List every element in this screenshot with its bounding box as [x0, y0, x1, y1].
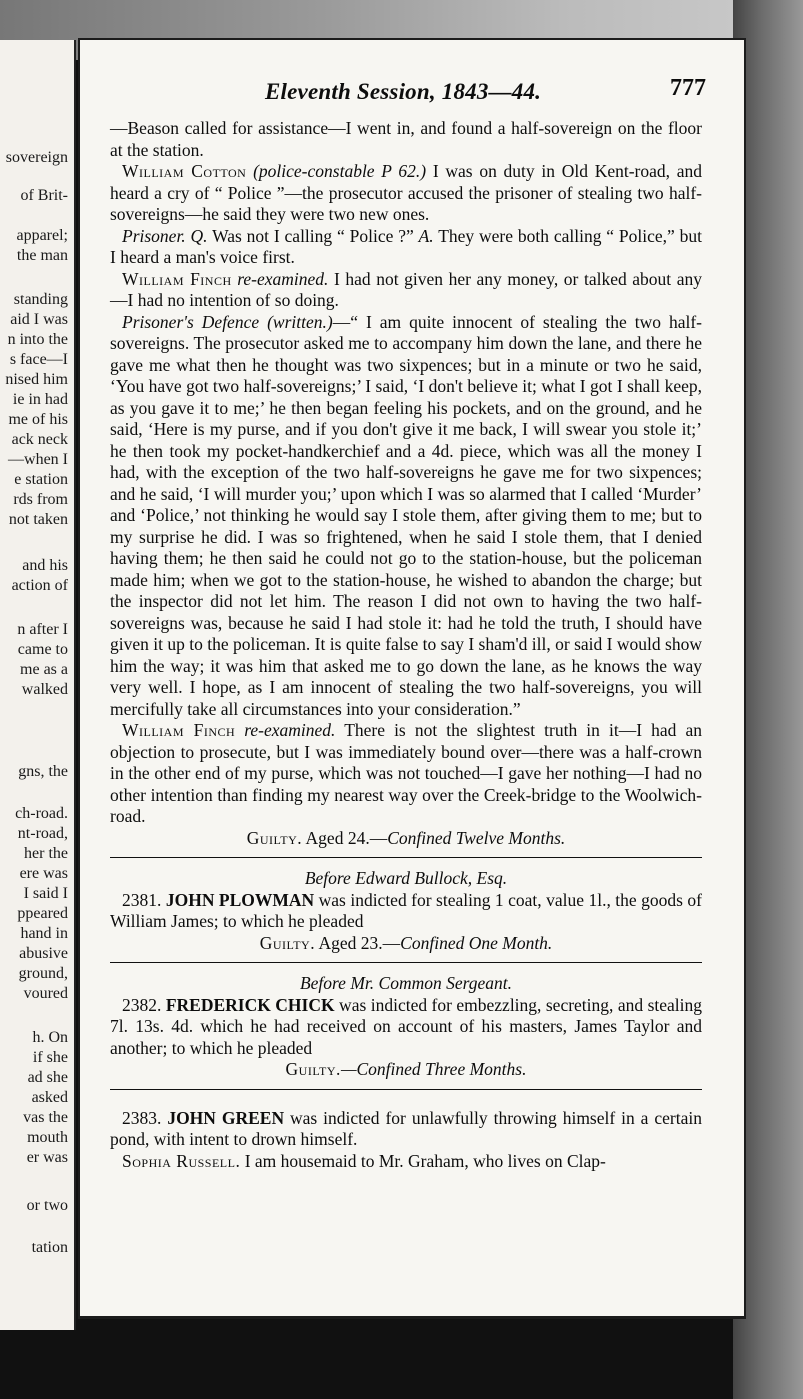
left-page-text-fragment: if she: [32, 1049, 68, 1066]
left-page-text-fragment: aid I was: [10, 311, 68, 328]
question-marker: Q.: [185, 225, 208, 246]
case-2381: [110, 890, 702, 933]
left-page-text-fragment: nt-road,: [17, 825, 68, 842]
left-page-text-fragment: and his: [22, 557, 68, 574]
left-page-text-fragment: me as a: [20, 661, 68, 678]
left-page-text-fragment: sovereign: [5, 149, 68, 166]
question-text: Was not I calling “ Police ?”: [207, 225, 419, 246]
case-number: 2383.: [122, 1107, 168, 1128]
page-body: [110, 118, 702, 1172]
paragraph-finch-reexam-2: [110, 720, 702, 828]
left-page-text-fragment: tation: [31, 1239, 68, 1256]
court-heading-common-sergeant: Before Mr. Common Sergeant.: [299, 973, 513, 993]
defence-text: —“ I am quite innocent of stealing the two half-sovereigns. The prosecutor asked me to accompany him down the lane, and there he gave me what then he thought was two sixpences; but in a minute or two he said, ‘You have got two half-sovereigns;’ I said, ‘I don't believe it; what I got I shall keep, as you gave it to me;’ he then began feeling his pockets, and on the ground, and he said, ‘Here is my purse, and if you don't give it me back, I will swear you stole it;’ he then took my pocket-handkerchief and a 4d. piece, which was all the money I had, with the exception of the two half-sovereigns he gave me for two sixpences; and he said, ‘I will murder you;’ upon which I was so alarmed that I called ‘Murder’ and ‘Police,’ not thinking he would say I stole them, after giving them to me; but to my surprise he did. I was so frightened, when he said I stole them, that I denied having them; he then said he could not go to the station-house, but the policeman made him; when we got to the station-house, he wished to abandon the charge; but the inspector did not let him. The reason I did not own to having the two half-sovereigns was, because he said I had stole it: had he told the truth, I should have given it up to the policeman. It is quite false to say I sham'd ill, or said I would show him the way; it was him that asked me to go down the lane, as he knows the way very well. I hope, as I am innocent of stealing the two half-sovereigns, you will mercifully take all circumstances into your consideration.”: [110, 311, 702, 719]
answer-text: They were both calling “ Police,” but I heard a man's voice first.: [110, 225, 703, 267]
left-page-text-fragment: the man: [16, 247, 68, 264]
verdict-2382: [110, 1059, 702, 1081]
verdict-age: Aged 23.—: [315, 932, 401, 953]
left-page-text-fragment: ppeared: [17, 905, 68, 922]
paragraph-beason: —Beason called for assistance—I went in, and found a half-sovereign on the floor at the station.: [110, 118, 702, 160]
case-number: 2382.: [122, 994, 166, 1015]
left-page-text-fragment: me of his: [8, 411, 68, 428]
verdict-age: Aged 24.—: [302, 827, 388, 848]
left-page-text-fragment: or two: [26, 1197, 68, 1214]
left-page-text-fragment: mouth: [27, 1129, 68, 1146]
section-divider: [110, 857, 702, 858]
left-page-text-fragment: ch-road.: [15, 805, 68, 822]
left-page-text-fragment: gns, the: [18, 763, 68, 780]
left-page-text-fragment: ground,: [18, 965, 68, 982]
verdict-2381: [110, 933, 702, 955]
witness-name: William Finch: [122, 720, 236, 740]
witness-name: Sophia Russell.: [122, 1150, 241, 1171]
left-page-text-fragment: rds from: [13, 491, 68, 508]
case-number: 2381.: [122, 889, 166, 910]
left-page-text-fragment: abusive: [19, 945, 68, 962]
left-page-text-fragment: apparel;: [16, 227, 68, 244]
paragraph-defence: [110, 312, 702, 721]
left-page-text-fragment: ad she: [27, 1069, 68, 1086]
verdict-guilty: Guilty.: [259, 932, 316, 953]
verdict-guilty: Guilty.: [285, 1059, 341, 1079]
left-page-text-fragment: vas the: [23, 1109, 68, 1126]
left-page-text-fragment: nised him: [5, 371, 68, 388]
case-2382: [110, 995, 702, 1060]
left-page-text-fragment: voured: [23, 985, 68, 1002]
verdict-sentence: Confined One Month.: [400, 932, 553, 953]
case-2383: [110, 1108, 702, 1151]
section-divider: [110, 1089, 702, 1090]
paragraph-prisoner-question: [110, 226, 702, 269]
left-page-text-fragment: —when I: [8, 451, 68, 468]
defence-label: Prisoner's Defence (written.): [122, 311, 333, 332]
left-page-fragment: [0, 40, 76, 1330]
verdict-2380: [110, 828, 702, 850]
testimony-text: I had not given her any money, or talked about any—I had no intention of so doing.: [110, 268, 703, 310]
left-page-text-fragment: asked: [31, 1089, 68, 1106]
left-page-text-fragment: ie in had: [12, 391, 68, 408]
verdict-guilty: Guilty.: [246, 827, 303, 848]
left-page-text-fragment: s face—I: [9, 351, 68, 368]
testimony-text: There is not the slightest truth in it—I had an objection to prosecute, but I was immediately bound over—there was a half-crown in the other end of my purse, which was not touched—I gave her nothing—I had no other intention than finding my nearest way over the Creek-bridge to the Woolwich-road.: [110, 720, 702, 826]
verdict-sentence: —Confined Three Months.: [340, 1059, 527, 1079]
left-page-text-fragment: n into the: [7, 331, 68, 348]
paragraph-cotton: [110, 161, 702, 226]
court-heading-bullock: Before Edward Bullock, Esq.: [304, 868, 508, 888]
left-page-text-fragment: h. On: [32, 1029, 68, 1046]
left-page-text-fragment: action of: [11, 577, 68, 594]
left-page-text-fragment: n after I: [17, 621, 68, 638]
defendant-name: JOHN PLOWMAN: [165, 889, 315, 910]
left-page-text-fragment: came to: [17, 641, 68, 658]
answer-marker: A.: [418, 225, 434, 246]
left-page-text-fragment: walked: [21, 681, 68, 698]
left-page-text-fragment: er was: [26, 1149, 68, 1166]
witness-name: William Cotton: [122, 161, 247, 181]
paragraph-finch-reexam-1: [110, 269, 702, 312]
paragraph-russell: [110, 1151, 702, 1173]
page-number: 777: [670, 75, 706, 101]
testimony-text: I was on duty in Old Kent-road, and heard a cry of “ Police ”—the prosecutor accused the prisoner of stealing two half-sovereigns—he said they were two new ones.: [110, 161, 703, 224]
left-page-text-fragment: her the: [24, 845, 68, 862]
reexam-label: re-examined.: [235, 720, 336, 740]
indictment-text: was indicted for stealing 1 coat, value 1l., the goods of William James; to which he pleaded: [110, 889, 702, 931]
indictment-text: was indicted for embezzling, secreting, and stealing 7l. 13s. 4d. which he had received on account of his masters, James Taylor and another; to which he pleaded: [110, 994, 703, 1058]
left-page-text-fragment: standing: [13, 291, 68, 308]
left-page-text-fragment: hand in: [20, 925, 68, 942]
left-page-text-fragment: e station: [14, 471, 68, 488]
left-page-text-fragment: ere was: [19, 865, 68, 882]
testimony-text: I am housemaid to Mr. Graham, who lives on Clap-: [240, 1150, 606, 1171]
indictment-text: was indicted for unlawfully throwing himself in a certain pond, with intent to drown himself.: [110, 1107, 702, 1149]
defendant-name: FREDERICK CHICK: [165, 994, 335, 1015]
left-page-text-fragment: of Brit-: [20, 187, 68, 204]
witness-role: (police-constable P 62.): [253, 161, 427, 181]
section-divider: [110, 962, 702, 963]
defendant-name: JOHN GREEN: [167, 1107, 285, 1128]
verdict-sentence: Confined Twelve Months.: [387, 827, 566, 848]
reexam-label: re-examined.: [231, 268, 329, 289]
left-page-text-fragment: I said I: [23, 885, 68, 902]
left-page-text-fragment: ack neck: [11, 431, 68, 448]
running-header: Eleventh Session, 1843—44.: [265, 79, 542, 104]
speaker-label: Prisoner.: [122, 225, 186, 246]
left-page-text-fragment: not taken: [8, 511, 68, 528]
witness-name: William Finch: [122, 268, 232, 289]
